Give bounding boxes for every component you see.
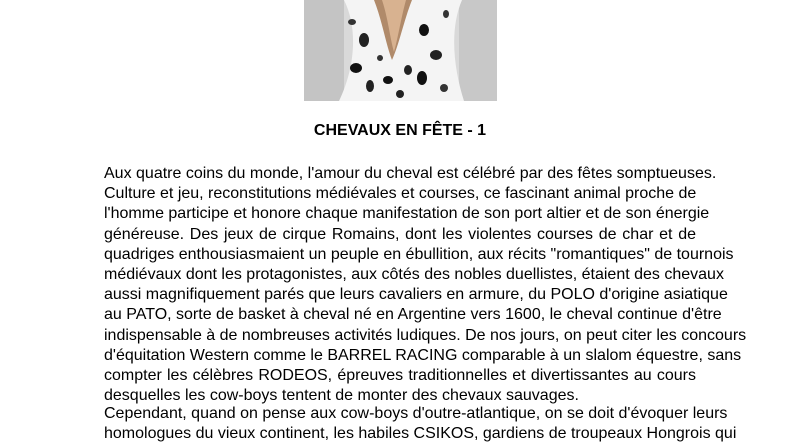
paragraph-1-line: quadriges enthousiasmaient un peuple en ébullition, aux récits "romantiques" de tournois bbox=[104, 245, 734, 263]
paragraph-1-line: compter les célèbres RODEOS, épreuves traditionnelles et divertissantes au cours bbox=[104, 367, 696, 385]
paragraph-1-line: indispensable à de nombreuses activités ludiques. De nos jours, on peut citer les concours bbox=[104, 326, 747, 344]
document-title: CHEVAUX EN FÊTE - 1 bbox=[313, 122, 487, 139]
paragraph-1-line: médiévaux dont les protagonistes, aux côtés des nobles duellistes, étaient des chevaux bbox=[104, 266, 724, 284]
paragraph-2 bbox=[104, 404, 737, 444]
paragraph-1-line: Aux quatre coins du monde, l'amour du cheval est célébré par des fêtes somptueuses. bbox=[104, 165, 717, 182]
spotted-horse-photo bbox=[304, 0, 497, 101]
paragraph-1-line: généreuse. Des jeux de cirque Romains, dont les violentes courses de char et de bbox=[104, 225, 696, 243]
paragraph-1-line: desquelles les cow-boys tentent de monter des chevaux sauvages. bbox=[104, 387, 579, 405]
paragraph-1-line: l'homme participe et honore chaque manifestation de son port altier et de son énergie bbox=[104, 205, 710, 223]
paragraph-2-line: Cependant, quand on pense aux cow-boys d'outre-atlantique, on se doit d'évoquer leurs bbox=[104, 405, 728, 422]
paragraph-1-line: Culture et jeu, reconstitutions médiévales et courses, ce fascinant animal proche de bbox=[104, 185, 697, 203]
paragraph-1-line: d'équitation Western comme le BARREL RACING comparable à un slalom équestre, sans bbox=[104, 346, 742, 364]
paragraph-1-line: aussi magnifiquement parés que leurs cavaliers en armure, du POLO d'origine asiatique bbox=[104, 286, 728, 304]
paragraph-1-line: au PATO, sorte de basket à cheval né en Argentine vers 1600, le cheval continue d'être bbox=[104, 306, 722, 324]
paragraph-1 bbox=[104, 164, 747, 406]
paragraph-2-line: homologues du vieux continent, les habiles CSIKOS, gardiens de troupeaux Hongrois qui bbox=[104, 425, 737, 443]
